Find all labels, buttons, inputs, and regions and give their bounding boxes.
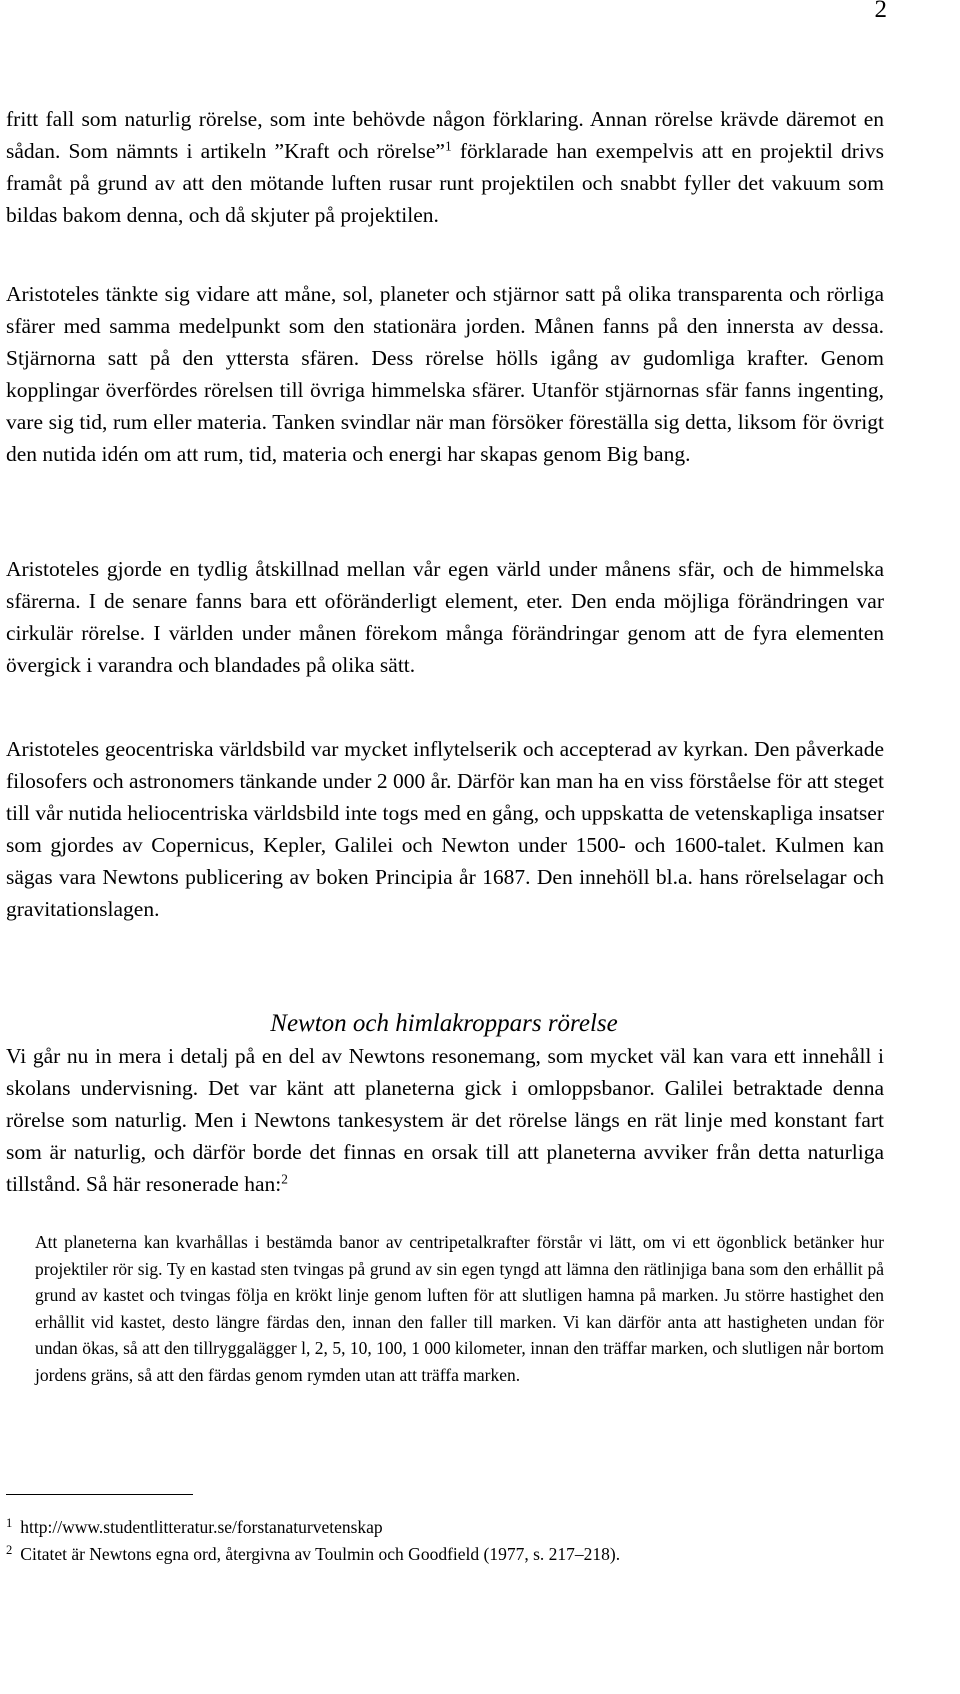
footnote-2-mark: 2	[6, 1543, 13, 1558]
page-number: 2	[874, 0, 887, 23]
paragraph-1-text-b: förklarade han exempelvis att en projektil drivs framåt på grund av att den mötande luften rusar runt projektilen och snabbt fyller det vakuum som bildas bakom denna, och då skjuter på projektilen.	[6, 139, 884, 227]
paragraph-2: Aristoteles tänkte sig vidare att måne, sol, planeter och stjärnor satt på olika transparenta och rörliga sfärer med samma medelpunkt som den stationära jorden. Månen fanns på den innersta av dessa. Stjärnorna satt på den yttersta sfären. Dess rörelse hölls igång av gudomliga krafter. Genom kopplingar överfördes rörelsen till övriga himmelska sfärer. Utanför stjärnornas sfär fanns ingenting, vare sig tid, rum eller materia. Tanken svindlar när man försöker föreställa sig detta, liksom för övrigt den nutida idén om att rum, tid, materia och energi har skapas genom Big bang.	[6, 282, 884, 466]
paragraph-5-text: Vi går nu in mera i detalj på en del av Newtons resonemang, som mycket väl kan vara ett innehåll i skolans undervisning. Det var känt att planeterna gick i omloppsbanor. Galilei betraktade denna rörelse som naturlig. Men i Newtons tankesystem är det rörelse längs en rät linje med konstant fart som är naturlig, och därför borde det finnas en orsak till att planeterna avviker från detta naturliga tillstånd. Så här resonerade han:	[6, 1044, 884, 1196]
footnote-1	[6, 1514, 884, 1541]
section-heading: Newton och himlakroppars rörelse	[270, 1010, 618, 1037]
footnote-2-text: Citatet är Newtons egna ord, återgivna av Toulmin och Goodfield (1977, s. 217–218).	[20, 1544, 621, 1564]
footnote-ref-1: 1	[444, 138, 452, 154]
footnote-1-link[interactable]: http://www.studentlitteratur.se/forstanaturvetenskap	[20, 1517, 383, 1537]
footnote-2	[6, 1541, 884, 1568]
footnote-1-mark: 1	[6, 1516, 13, 1531]
paragraph-5	[6, 1040, 884, 1200]
footnote-ref-2: 2	[281, 1171, 288, 1187]
footnotes	[6, 1514, 884, 1568]
footnote-divider	[6, 1494, 193, 1495]
paragraph-4: Aristoteles geocentriska världsbild var mycket inflytelserik och accepterad av kyrkan. Den påverkade filosofers och astronomers tänkande under 2 000 år. Därför kan man ha en viss förståelse för att steget till vår nutida heliocentriska världsbild inte togs med en gång, och uppskatta de vetenskapliga insatser som gjordes av Copernicus, Kepler, Galilei och Newton under 1500- och 1600-talet. Kulmen kan sägas vara Newtons publicering av boken Principia år 1687. Den innehöll bl.a. hans rörelselagar och gravitationslagen.	[6, 737, 884, 921]
paragraph-1	[6, 103, 884, 231]
paragraph-1-text-a: fritt fall som naturlig rörelse, som inte behövde någon förklaring. Annan rörelse krävde däremot en sådan. Som nämnts i artikeln ”Kraft och rörelse”	[6, 107, 884, 163]
newton-quote: Att planeterna kan kvarhållas i bestämda banor av centripetalkrafter förstår vi lätt, om vi ett ögonblick betänker hur projektiler rör sig. Ty en kastad sten tvingas på grund av sin egen tyngd att lämna den rätlinjiga bana som den erhållit på grund av kastet och tvingas följa en krökt linje genom luften för att slutligen hamna på marken. Ju större hastighet den erhållit vid kastet, desto längre färdas den, innan den faller till marken. Vi kan därför anta att hastigheten undan för undan ökas, så att den tillryggalägger l, 2, 5, 10, 100, 1 000 kilometer, innan den träffar marken, och slutligen når bortom jordens gräns, så att den färdas genom rymden utan att träffa marken.	[35, 1232, 884, 1385]
paragraph-3: Aristoteles gjorde en tydlig åtskillnad mellan vår egen värld under månens sfär, och de himmelska sfärerna. I de senare fanns bara ett oföränderligt element, eter. Den enda möjliga förändringen var cirkulär rörelse. I världen under månen förekom många förändringar genom att de fyra elementen övergick i varandra och blandades på olika sätt.	[6, 557, 884, 677]
